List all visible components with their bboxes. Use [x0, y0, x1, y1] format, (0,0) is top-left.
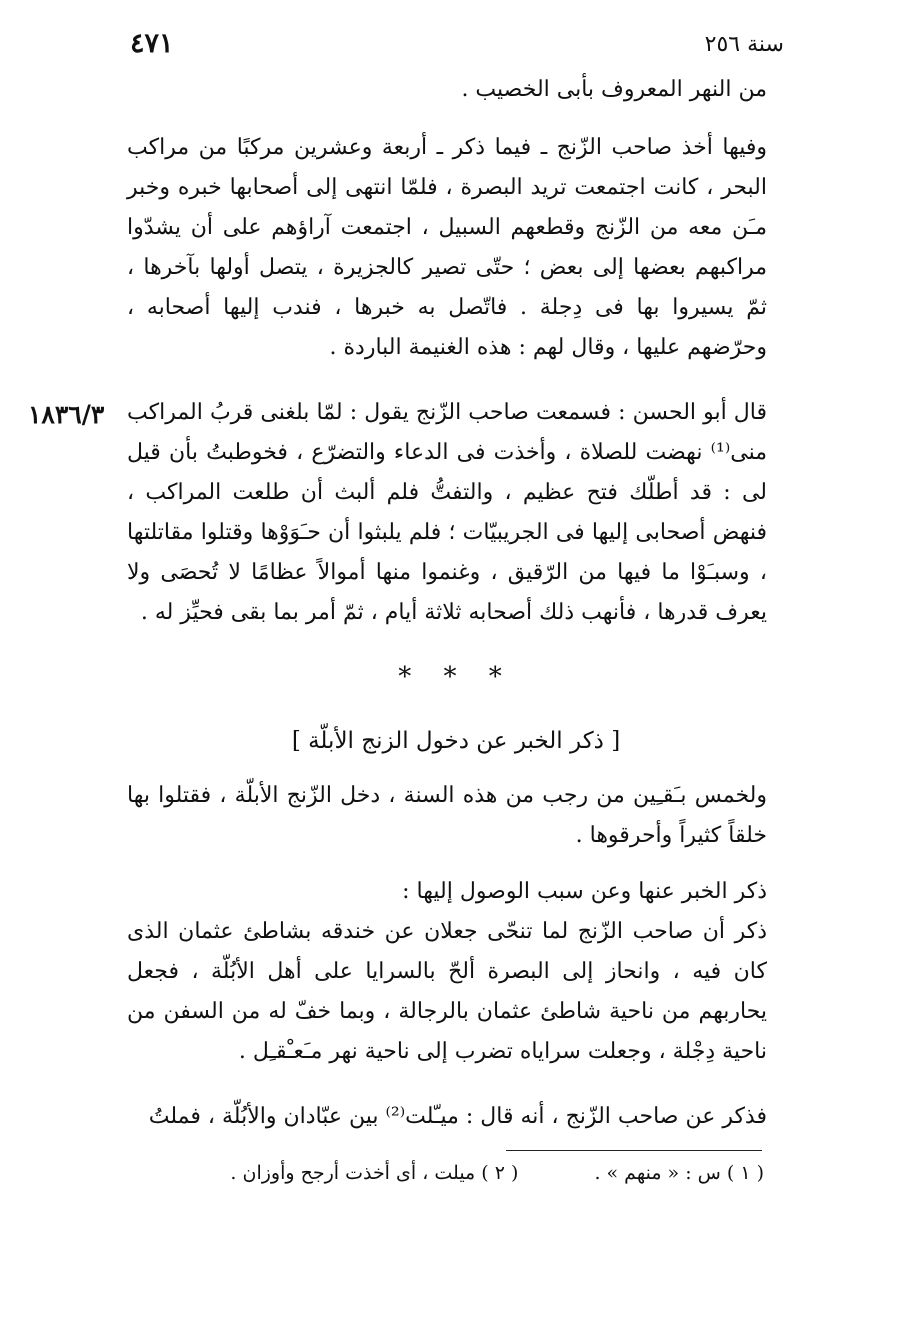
- paragraph-4-text: ولخمس بـَقـِين من رجب من هذه السنة ، دخل الزّنج الأبلّة ، فقتلوا بها خلقاً كثيراً وأحرقوها .: [127, 783, 767, 848]
- paragraph-1-text: من النهر المعروف بأبى الخصيب .: [461, 77, 767, 102]
- footnote-2: ( ٢ ) ميلت ، أى أخذت أرجح وأوزان .: [230, 1162, 519, 1184]
- page-number: ٤٧١: [130, 28, 174, 59]
- section-title: [ ذكر الخبر عن دخول الزنج الأبلّة ]: [291, 728, 621, 754]
- paragraph-2-text: وفيها أخذ صاحب الزّنج ـ فيما ذكر ـ أربعة وعشرين مركبًا من مراكب البحر ، كانت اجتمعت تريد البصرة ، فلمّا انتهى إلى أصحابها خبره وخبر مـَن معه من الزّنج وقطعهم السبيل ، اجتمعت آراؤهم على أن يشدّوا مراكبهم بعضها إلى بعض ؛ حتّى تصير كالجزيرة ، يتصل أولها بآخرها ، ثمّ يسيروا بها فى دِجلة . فاتّصل به خبرها ، فندب إليها أصحابه ، وحرّضهم عليها ، وقال لهم : هذه الغنيمة الباردة .: [127, 135, 767, 360]
- paragraph-7-text: فذكر عن صاحب الزّنج ، أنه قال : ميـّلت⁽²⁾ بين عبّادان والأبُلّة ، فملتُ: [148, 1104, 767, 1129]
- margin-reference: ١٨٣٦/٣: [28, 400, 105, 429]
- paragraph-2: [127, 128, 767, 368]
- paragraph-3-text: قال أبو الحسن : فسمعت صاحب الزّنج يقول : لمّا بلغنى قربُ المراكب منى⁽¹⁾ نهضت للصلاة ، وأخذت فى الدعاء والتضرّع ، فخوطبتُ بأن قيل لى : قد أطلّك فتح عظيم ، والتفتُّ فلم ألبث أن طلعت المراكب ، فنهض أصحابى إليها فى الجريبيّات ؛ فلم يلبثوا أن حـَوَوْها وقتلوا مقاتلتها ، وسبـَوْا ما فيها من الرّقيق ، وغنموا منها أموالاً عظامًا لا تُحصَى ولا يعرف قدرها ، فأنهب ذلك أصحابه ثلاثة أيام ، ثمّ أمر بما بقى فحيِّز له .: [127, 400, 767, 625]
- paragraph-6-text: ذكر أن صاحب الزّنج لما تنحّى جعلان عن خندقه بشاطئ عثمان الذى كان فيه ، وانحاز إلى البصرة ألحّ بالسرايا على أهل الأبُلّة ، فجعل يحاربهم من ناحية شاطئ عثمان بالرجالة ، وبما خفّ له من السفن من ناحية دِجْلة ، وجعلت سراياه تضرب إلى ناحية نهر مـَعـْقـِل .: [127, 919, 767, 1064]
- footnotes: [160, 1162, 764, 1184]
- paragraph-4: [127, 776, 767, 856]
- paragraph-1: [127, 70, 767, 110]
- paragraph-5-text: ذكر الخبر عنها وعن سبب الوصول إليها :: [402, 879, 767, 904]
- paragraph-5: [127, 872, 767, 912]
- paragraph-3: [127, 393, 767, 633]
- paragraph-7: [127, 1097, 767, 1137]
- footnote-rule: [506, 1150, 762, 1151]
- footnote-1: ( ١ ) س : « منهم » .: [594, 1162, 764, 1184]
- paragraph-6: [127, 912, 767, 1072]
- running-title: سنة ٢٥٦: [704, 32, 784, 57]
- section-separator-stars: * * *: [398, 662, 514, 692]
